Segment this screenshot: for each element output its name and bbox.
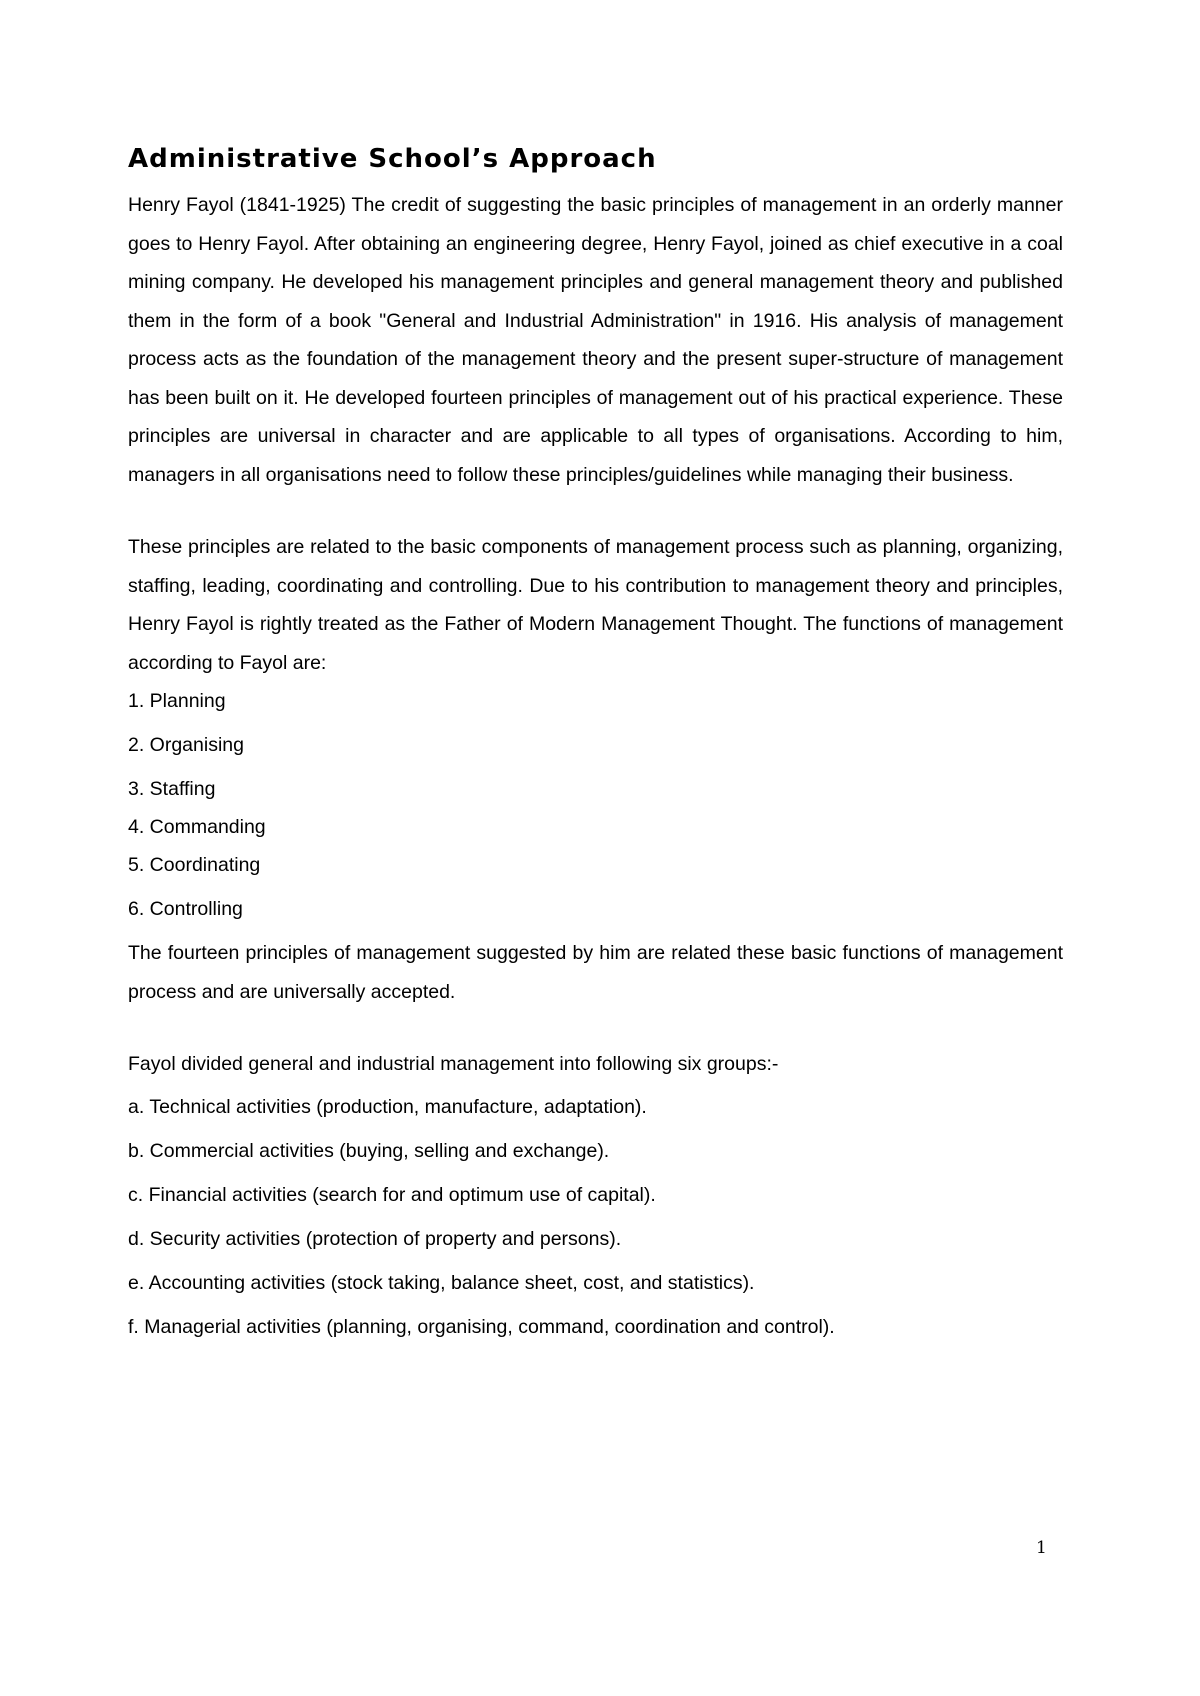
activity-groups-list bbox=[128, 1088, 1063, 1346]
document-body bbox=[128, 142, 1063, 1352]
list-item: 1. Planning bbox=[128, 690, 226, 712]
list-item: a. Technical activities (production, manufacture, adaptation). bbox=[128, 1095, 647, 1118]
paragraph-fourteen-principles: The fourteen principles of management suggested by him are related these basic functions of management process and are universally accepted. bbox=[128, 942, 1063, 1003]
list-item: 4. Commanding bbox=[128, 816, 266, 838]
groups-intro: Fayol divided general and industrial management into following six groups:- bbox=[128, 1053, 779, 1075]
page-number: 1 bbox=[1036, 1538, 1047, 1558]
list-item: 6. Controlling bbox=[128, 898, 243, 920]
list-item: 2. Organising bbox=[128, 734, 244, 756]
paragraph-fayol-intro: Henry Fayol (1841-1925) The credit of suggesting the basic principles of management in an orderly manner goes to Henry Fayol. After obtaining an engineering degree, Henry Fayol, joined as chief executive in a coal mining company. He developed his management principles and general management theory and published them in the form of a book "General and Industrial Administration" in 1916. His analysis of management process acts as the foundation of the management theory and the present super-structure of management has been built on it. He developed fourteen principles of management out of his practical experience. These principles are universal in character and are applicable to all types of organisations. According to him, managers in all organisations need to follow these principles/guidelines while managing their business. bbox=[128, 194, 1063, 486]
paragraph-spacer bbox=[128, 494, 1063, 528]
list-item: c. Financial activities (search for and optimum use of capital). bbox=[128, 1183, 656, 1206]
list-item: 3. Staffing bbox=[128, 778, 216, 800]
paragraph-spacer bbox=[128, 1011, 1063, 1045]
list-item: f. Managerial activities (planning, organising, command, coordination and control). bbox=[128, 1315, 835, 1338]
list-item: b. Commercial activities (buying, selling and exchange). bbox=[128, 1139, 610, 1162]
list-item: d. Security activities (protection of property and persons). bbox=[128, 1227, 622, 1250]
list-item: 5. Coordinating bbox=[128, 854, 261, 876]
functions-list bbox=[128, 682, 1063, 928]
paragraph-principles: These principles are related to the basic components of management process such as planning, organizing, staffing, leading, coordinating and controlling. Due to his contribution to management theory and principles, Henry Fayol is rightly treated as the Father of Modern Management Thought. The functions of management according to Fayol are: bbox=[128, 536, 1063, 674]
document-title: Administrative School’s Approach bbox=[128, 144, 657, 174]
list-item: e. Accounting activities (stock taking, balance sheet, cost, and statistics). bbox=[128, 1271, 755, 1294]
